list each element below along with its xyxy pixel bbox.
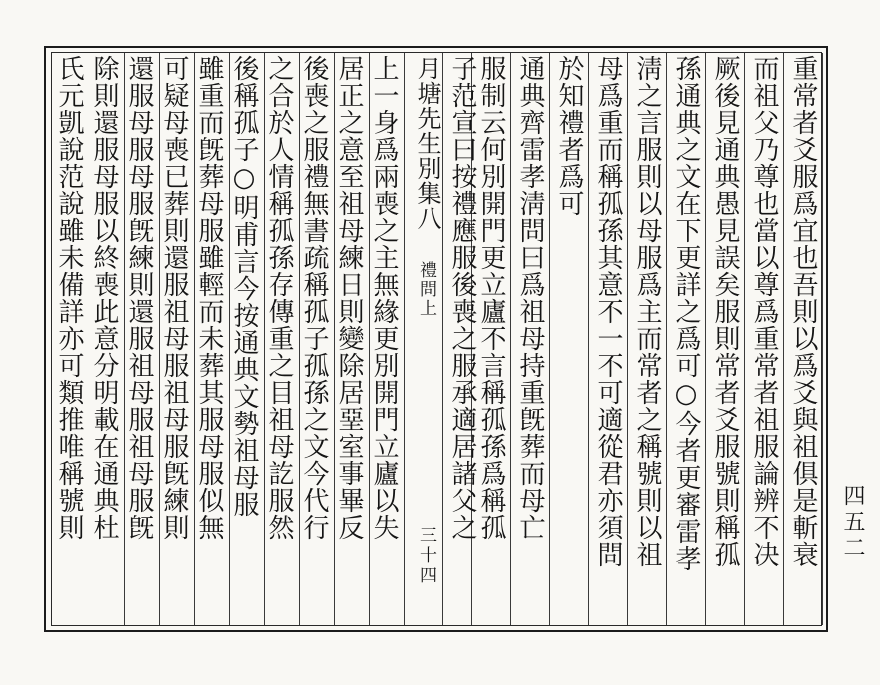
text-column: 服制云何別開門更立廬不言稱孤孫爲稱孤 <box>476 55 506 541</box>
section-title: 禮問上 <box>416 261 436 318</box>
text-column: 可疑母喪已葬則還服祖母服祖母服旣練則 <box>159 55 189 541</box>
text-column: 上一身爲兩喪之主無緣更別開門立廬以失 <box>369 55 399 541</box>
center-margin <box>406 56 442 622</box>
text-column: 厥後見通典愚見誤矣服則常者爻服號則稱孤 <box>710 55 740 568</box>
page-number: 四五二 <box>840 484 865 562</box>
book-title: 月塘先生別集八 <box>413 56 441 231</box>
column-rule <box>822 53 823 625</box>
text-column: 雖重而旣葬母服雖輕而未葬其服母服似無 <box>194 55 224 541</box>
margin-rule-left <box>404 53 405 625</box>
text-column: 於知禮者爲可 <box>554 55 584 217</box>
text-column: 重常者爻服爲宜也吾則以爲爻與祖俱是斬衰 <box>788 55 818 568</box>
text-column: 居正之意至祖母練日則變除居堊室事畢反 <box>334 55 364 541</box>
text-column: 除則還服母服以終喪此意分明載在通典杜 <box>89 55 119 541</box>
leaf-number: 三十四 <box>416 526 436 586</box>
text-column: 之合於人情稱孤孫存傳重之目祖母訖服然 <box>264 55 294 541</box>
text-column: 還服母服母服旣練則還服祖母服祖母服旣 <box>124 55 154 541</box>
text-column: 母爲重而稱孤孫其意不一不可適從君亦須問 <box>593 55 623 568</box>
text-column: 氏元凱說范說雖未備詳亦可類推唯稱號則 <box>54 55 84 541</box>
text-column: 而祖父乃尊也當以尊爲重常者祖服論辨不决 <box>749 55 779 568</box>
text-column: 淸之言服則以母服爲主而常者之稱號則以祖 <box>632 55 662 568</box>
text-column: 孫通典之文在下更詳之爲可○今者更審雷孝 <box>671 55 701 572</box>
text-column: 後稱孤子○明甫言今按通典文勢祖母服 <box>229 55 259 518</box>
text-column: 通典齊雷孝淸問曰爲祖母持重旣葬而母亡 <box>515 55 545 541</box>
text-column: 後喪之服禮無書疏稱孤子孤孫之文今代行 <box>299 55 329 541</box>
text-column: 子范宣曰按禮應服後喪之服承適居諸父之 <box>447 55 477 541</box>
